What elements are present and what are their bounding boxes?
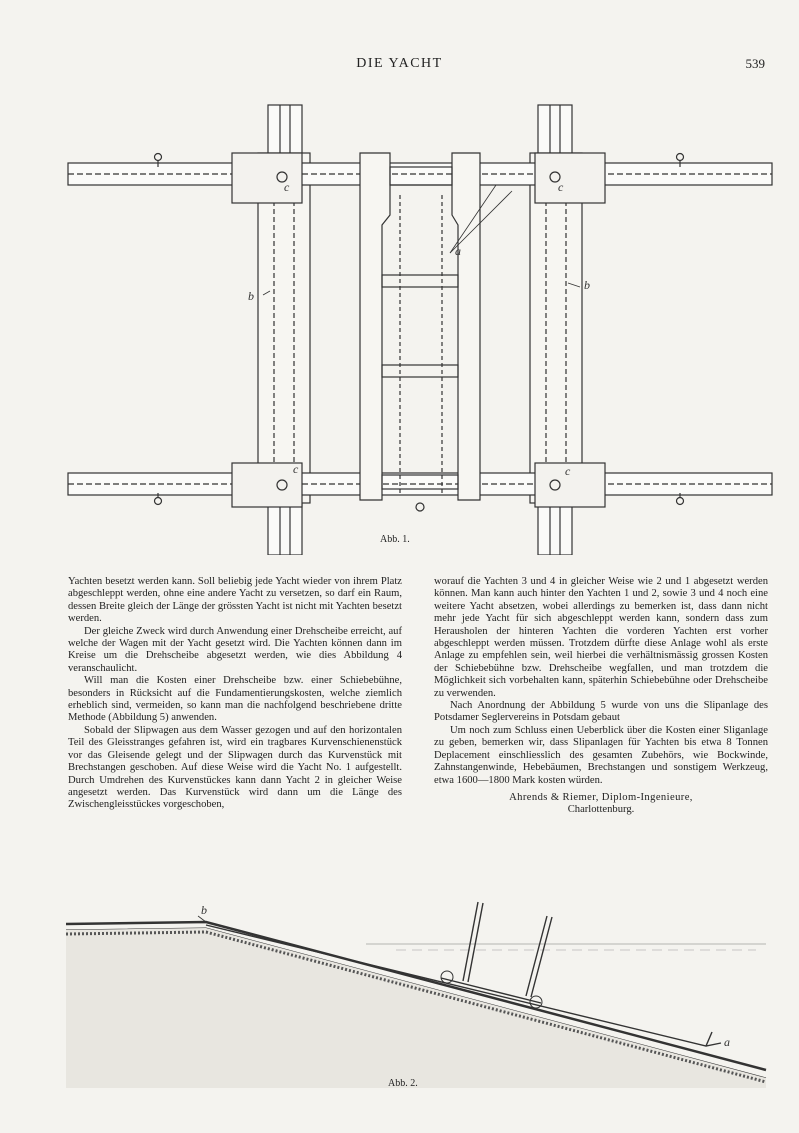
article-column-left: [68, 576, 402, 812]
paragraph: Um noch zum Schluss einen Ueberblick über die Kosten einer Sliganlage zu geben, bemerken wir, dass Slipanlagen für Yachten bis etwa 8 Tonnen Deplacement einschliesslich des gesamten Zubehörs, wie Bockwinde, Zahnstangenwinde, Hebebäumen, Brechstangen und sonstigem Werkzeug, etwa 1600—1800 Mark kosten würden.: [434, 724, 768, 786]
signature-place: Charlottenburg.: [567, 804, 635, 816]
fig1-label-a: a: [455, 244, 461, 258]
fig1-structure: [68, 105, 772, 555]
figure-2-drawing: [66, 898, 776, 1088]
figure-1-drawing: [60, 95, 780, 555]
page-header: [0, 56, 799, 76]
fig1-label-b-right: b: [584, 278, 590, 292]
paragraph: Yachten besetzt werden kann. Soll beliebig jede Yacht wieder von ihrem Platz abgeschleppt werden, ohne eine andere Yacht zu versetzen, so darf ein Raum, dessen Breite gleich der Länge der grössten Yacht ist nicht mit Yachten besetzt werden.: [68, 576, 402, 625]
running-title: DIE YACHT: [356, 56, 443, 71]
fig1-label-b-left: b: [248, 289, 254, 303]
paragraph: Sobald der Slipwagen aus dem Wasser gezogen und auf den horizontalen Teil des Gleisstranges gefahren ist, wird ein tragbares Kurvenschienenstück vor das Gleisende gelegt und der Slipwagen durch das Kurvenstück mit Brechstangen geschoben. Auf diese Weise wird die Yacht No. 1 aufgestellt. Durch Umdrehen des Kurvenstückes kann dann Yacht 2 in gleicher Weise angesetzt werden. Das Kurvenstück wird dann um die Länge des Zwischengleisstückes vorgeschoben,: [68, 724, 402, 811]
signature-author: Ahrends & Riemer, Diplom-Ingenieure,: [509, 791, 693, 803]
paragraph: Will man die Kosten einer Drehscheibe bzw. einer Schiebebühne, besonders in Rücksicht auf die Fundamentierungskosten, welche ziemlich erheblich sind, vermeiden, so kann man die nachfolgend beschriebene dritte Methode (Abbildung 5) anwenden.: [68, 675, 402, 724]
page-number: 539: [745, 56, 765, 71]
paragraph: worauf die Yachten 3 und 4 in gleicher Weise wie 2 und 1 abgesetzt werden können. Man kann auch hinter den Yachten 1 und 2, sowie 3 und 4 noch eine weitere Yacht absetzen, wobei allerdings zu bemerken ist, dass dann nicht mehr jede Yacht für sich abgeschleppt werden kann, sondern dass zum Herausholen der hinteren Yachten die vorderen Yachten erst vorher abgeschleppt werden müssen. Trotzdem dürfte diese Anlage wohl als erste Anlage zu empfehlen sein, weil hierbei die verhältnismässig grossen Kosten der Schiebebühne bzw. Drehscheibe wegfallen, und man trotzdem die Möglichkeit sich vorbehalten kann, späterhin Schiebebühne oder Drehscheibe zu verwenden.: [434, 576, 768, 699]
article-column-right: [434, 576, 768, 817]
paragraph: Nach Anordnung der Abbildung 5 wurde von uns die Slipanlage des Potsdamer Seglervereins in Potsdam gebaut: [434, 700, 768, 724]
fig1-label-c-tr: c: [558, 180, 564, 194]
fig2-structure: [66, 902, 766, 1088]
figure-1-caption: Abb. 1.: [380, 534, 410, 545]
fig2-label-a: a: [724, 1035, 730, 1049]
fig1-label-c-br: c: [565, 464, 571, 478]
signature: [434, 792, 768, 817]
paragraph: Der gleiche Zweck wird durch Anwendung einer Drehscheibe erreicht, auf welche der Wagen mit der Yacht gesetzt wird. Die Yachten können dann im Kreise um die Drehscheibe abgesetzt werden, wie dies Abbildung 4 veranschaulicht.: [68, 625, 402, 674]
fig1-label-c-bl: c: [293, 462, 299, 476]
fig1-label-c-tl: c: [284, 180, 290, 194]
figure-2-caption: Abb. 2.: [388, 1078, 418, 1089]
fig2-label-b: b: [201, 903, 207, 917]
